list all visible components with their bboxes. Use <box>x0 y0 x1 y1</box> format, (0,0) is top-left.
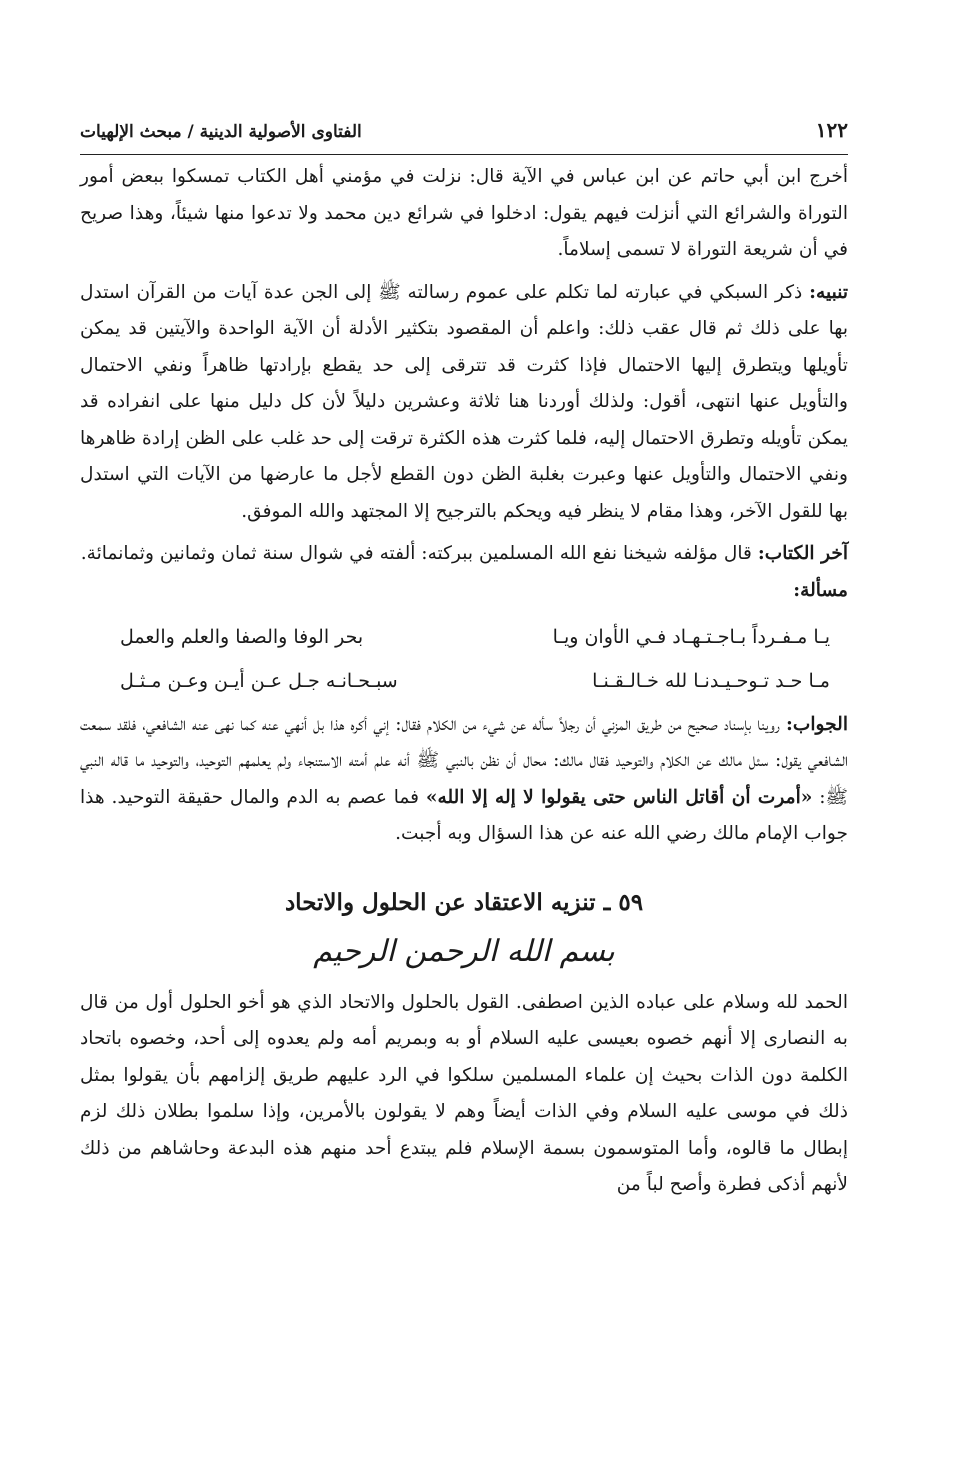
answer-text-a: روينا بإسناد صحيح من طريق المزني أن رجلاً سأله عن شيء من الكلام فقال: إني أكره هذا بل أنهي عنه كما نهى عنه الشافعي، فلقد سمعت الشافعي يقول: سئل مالك عن الكلام والتوحيد فقال مالك: محال أن نظن بالنبي ﷺ أنه علم أمته الاستنجاء ولم يعلمهم التوحيد، والتوحيد ما قاله النبي ﷺ: <box>80 713 848 808</box>
tanbih-text: ذكر السبكي في عبارته لما تكلم على عموم رسالته ﷺ إلى الجن عدة آيات من القرآن استدل بها على ذلك ثم قال عقب ذلك: واعلم أن المقصود بتكثير الأدلة أن الآية الواحدة والآيتين قد يمكن تأويلها ويتطرق إليها الاحتمال فإذا كثرت قد تترقى إلى حد يقطع بإرادتها ظاهراً ونفي الاحتمال والتأويل عنها انتهى، أقول: ولذلك أوردنا هنا ثلاثة وعشرين دليلاً لأن كل دليل منها على انفراده قد يمكن تأويله وتطرق الاحتمال إليه، فلما كثرت هذه الكثرة ترقت إلى حد غلب على الظن إرادة ظاهرها ونفي الاحتمال والتأويل عنها وعبرت بغلبة الظن دون القطع لأجل ما عارضها من الآيات التي استدل بها للقول الآخر، وهذا مقام لا ينظر فيه ويحكم بالترجيح إلا المجتهد والله الموفق. <box>80 281 848 522</box>
section-title: ٥٩ ـ تنزيه الاعتقاد عن الحلول والاتحاد <box>284 888 644 916</box>
poem-line-1-second-hemistich: بحر الوفا والصفا والعلم والعمل <box>120 625 364 648</box>
running-title: الفتاوى الأصولية الدينية / مبحث الإلهيات <box>80 122 362 142</box>
tanbih-label: تنبيه: <box>809 281 848 303</box>
end-of-book-text: قال مؤلفه شيخنا نفع الله المسلمين ببركته: ألفته في شوال سنة ثمان وثمانين وثمانمائة. <box>80 543 752 564</box>
paragraph-answer <box>80 707 848 853</box>
poem-line-2-second-hemistich: سبـحـانـه جـل عـن أيـن وعـن مـثـل <box>120 669 398 692</box>
question-label: مسألة: <box>793 579 848 601</box>
poem-line-2 <box>80 659 848 703</box>
answer-label: الجواب: <box>786 713 848 735</box>
poem-line-2-first-hemistich: مـا حـد تـوحـيـدنـا لله خـالـقـنـا <box>592 669 830 692</box>
hadith-quote: «أمرت أن أقاتل الناس حتى يقولوا لا إله إلا الله» <box>425 786 813 808</box>
poem-line-1 <box>80 615 848 659</box>
poem-line-1-first-hemistich: يـا مـفـرداً بـاجـتـهـاد فـي الأوان ويـا <box>552 625 830 648</box>
paragraph-end-of-book <box>80 536 848 573</box>
page-header <box>80 118 848 155</box>
basmala: بسم الله الرحمن الرحيم <box>313 933 615 969</box>
end-of-book-label: آخر الكتاب: <box>757 543 848 564</box>
paragraph-1: أخرج ابن أبي حاتم عن ابن عباس في الآية قال: نزلت في مؤمني أهل الكتاب تمسكوا ببعض أمور التوراة والشرائع التي أنزلت فيهم يقول: ادخلوا في شرائع دين محمد ولا تدعوا منها شيئاً، وهذا صريح في أن شريعة التوراة لا تسمى إسلاماً. <box>80 166 848 260</box>
page-number: ١٢٢ <box>815 118 848 142</box>
poem <box>80 615 848 703</box>
paragraph-section-body: الحمد لله وسلام على عباده الذين اصطفى. القول بالحلول والاتحاد الذي هو أخو الحلول أول من قال به النصارى إلا أنهم خصوه بعيسى عليه السلام أو به وبمريم أمه ولم يعدوه إلى أحد، وخصوه باتحاد الكلمة دون الذات بحيث إن علماء المسلمين سلكوا في الرد عليهم طريق إلزامهم بأن يقولوا بمثل ذلك في موسى عليه السلام وفي الذات أيضاً وهم لا يقولون بالأمرين، وإذا سلموا بطلان ذلك لزم إبطال ما قالوه، وأما المتوسمون بسمة الإسلام فلم يبتدع أحد منهم هذه البدعة وحاشاهم من ذلك لأنهم أذكى فطرة وأصح لباً من <box>80 991 848 1195</box>
book-page <box>80 118 848 1204</box>
paragraph-tanbih <box>80 275 848 531</box>
answer-text-b: فما عصم به الدم والمال حقيقة التوحيد. هذا جواب الإمام مالك رضي الله عنه عن هذا السؤال وبه أجبت. <box>80 786 848 844</box>
